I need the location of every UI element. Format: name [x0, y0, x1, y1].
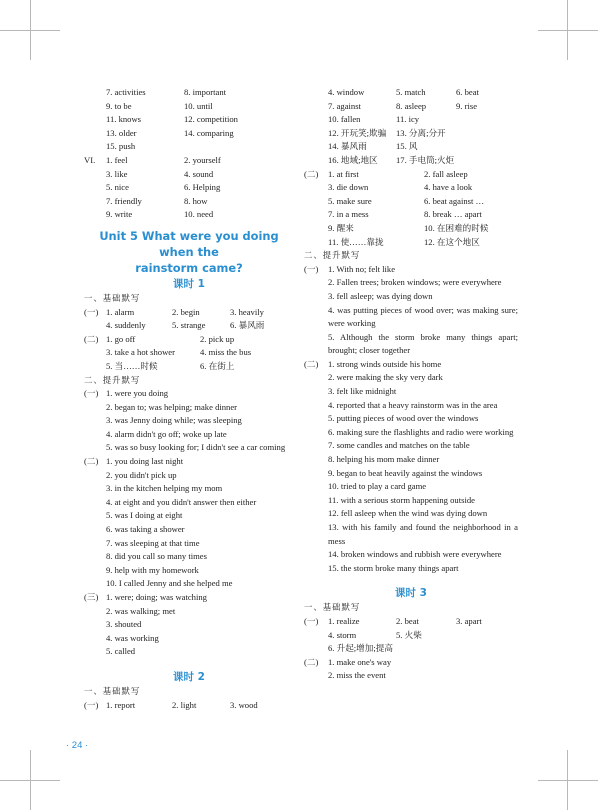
answer-row	[304, 480, 518, 494]
answer-row	[84, 319, 294, 333]
answer-row	[84, 306, 294, 320]
answer-row	[84, 113, 294, 127]
answer-item: 7. some candles and matches on the table	[328, 440, 470, 451]
answer-item: 4. was putting pieces of wood over; was making sure; were working	[328, 304, 518, 329]
answer-item: 1. were; doing; was watching	[106, 592, 207, 602]
answer-item: 6. Helping	[184, 182, 221, 193]
answer-item: 3. shouted	[106, 619, 142, 630]
answer-item: 14. 暴风雨	[328, 141, 367, 152]
answer-row	[304, 181, 518, 195]
answer-item: 5. make sure	[328, 195, 372, 206]
answer-item: 9. help with my homework	[106, 564, 199, 575]
answer-row	[304, 615, 518, 629]
answer-item: 4. was working	[106, 632, 159, 643]
answer-list	[304, 86, 518, 168]
answer-item: 3. die down	[328, 182, 369, 193]
answer-item: 4. alarm didn't go off; woke up late	[106, 428, 227, 439]
answer-row	[304, 140, 518, 154]
answer-item: 12. competition	[184, 114, 238, 125]
answer-item: 8. break … apart	[424, 209, 482, 220]
answer-group	[84, 387, 294, 455]
answer-list	[84, 86, 294, 154]
answer-row	[304, 195, 518, 209]
answer-row	[304, 385, 518, 399]
answer-item: 12. fell asleep when the wind was dying down	[328, 508, 488, 519]
section-heading: 一、基础默写	[84, 685, 141, 696]
answer-item: 3. apart	[456, 615, 482, 626]
answer-item: 10. 在困难的时候	[424, 222, 489, 233]
answer-item: 5. called	[106, 646, 136, 657]
answer-item: 4. reported that a heavy rainstorm was in the area	[328, 399, 498, 410]
answer-item: 1. realize	[328, 615, 360, 626]
unit-title-line: rainstorm came?	[135, 260, 243, 275]
answer-row	[84, 482, 294, 496]
answer-item: 7. in a mess	[328, 209, 369, 220]
answer-group	[84, 699, 294, 713]
lesson-heading: 课时 1	[173, 277, 205, 290]
answer-item: 1. go off	[106, 333, 136, 344]
answer-item: 1. alarm	[106, 306, 135, 317]
answer-row	[304, 304, 518, 331]
answer-group	[304, 656, 518, 683]
answer-item: 11. knows	[106, 114, 142, 125]
answer-row	[304, 669, 518, 683]
page-number: · 24 ·	[66, 740, 89, 751]
answer-item: 7. was sleeping at that time	[106, 537, 200, 548]
answer-row	[304, 426, 518, 440]
answer-row	[84, 428, 294, 442]
answer-row	[84, 360, 294, 374]
answer-row	[84, 564, 294, 578]
answer-item: 6. 暴风雨	[230, 320, 265, 331]
group-label: (一)	[84, 699, 99, 710]
group-label: (二)	[84, 333, 99, 344]
answer-row	[84, 127, 294, 141]
answer-row	[304, 562, 518, 576]
answer-row	[304, 521, 518, 548]
answer-item: 17. 手电筒;火炬	[396, 154, 455, 165]
answer-item: 2. miss the event	[328, 670, 386, 681]
answer-item: 3. take a hot shower	[106, 347, 175, 358]
group-label: (一)	[84, 306, 99, 317]
group-label: (一)	[84, 388, 99, 399]
left-column	[84, 86, 294, 712]
answer-row	[304, 236, 518, 250]
group-label: (二)	[304, 656, 319, 667]
answer-row	[84, 577, 294, 591]
answer-item: 8. how	[184, 195, 208, 206]
answer-item: 13. 分离;分开	[396, 127, 446, 138]
answer-row	[304, 467, 518, 481]
answer-group	[84, 455, 294, 591]
answer-item: 6. beat against …	[424, 195, 485, 206]
answer-item: 6. making sure the flashlights and radio were working	[328, 426, 514, 437]
answer-item: 5. strange	[172, 320, 206, 331]
answer-row	[84, 469, 294, 483]
group-label: (二)	[304, 358, 319, 369]
answer-item: 6. 升起;增加;提高	[328, 643, 393, 654]
answer-item: 5. 当……时候	[106, 360, 158, 371]
answer-item: 3. heavily	[230, 306, 264, 317]
answer-row	[304, 331, 518, 358]
answer-list-vi	[84, 154, 294, 222]
answer-row	[84, 645, 294, 659]
answer-item: 14. comparing	[184, 127, 234, 138]
answer-item: 1. make one's way	[328, 656, 392, 667]
lesson-heading: 课时 2	[173, 670, 205, 683]
lesson-heading: 课时 3	[395, 587, 427, 600]
answer-item: 6. was taking a shower	[106, 524, 185, 535]
answer-row	[84, 537, 294, 551]
answer-row	[84, 632, 294, 646]
answer-item: 8. asleep	[396, 100, 427, 111]
answer-item: 10. tried to play a card game	[328, 481, 427, 492]
section-heading: 一、基础默写	[304, 602, 361, 613]
answer-row	[304, 263, 518, 277]
answer-item: 1. were you doing	[106, 388, 169, 399]
answer-item: 5. was so busy looking for; I didn't see a car coming	[106, 442, 286, 453]
answer-item: 4. suddenly	[106, 320, 146, 331]
answer-item: 14. broken windows and rubbish were everywhere	[328, 549, 502, 560]
answer-item: 10. until	[184, 100, 213, 111]
answer-item: 2. yourself	[184, 154, 221, 165]
group-label: (二)	[84, 456, 99, 467]
answer-row	[304, 208, 518, 222]
group-label: VI.	[84, 154, 96, 165]
group-label: (一)	[304, 263, 319, 274]
answer-item: 1. you doing last night	[106, 456, 184, 467]
answer-item: 12. 在这个地区	[424, 236, 480, 247]
answer-item: 1. report	[106, 699, 136, 710]
answer-row	[304, 86, 518, 100]
answer-row	[84, 195, 294, 209]
answer-item: 2. pick up	[200, 333, 235, 344]
answer-item: 5. was I doing at eight	[106, 510, 183, 521]
answer-row	[84, 699, 294, 713]
answer-item: 7. friendly	[106, 195, 142, 206]
answer-row	[304, 412, 518, 426]
answer-item: 2. light	[172, 699, 197, 710]
answer-row	[304, 154, 518, 168]
section-heading: 二、提升默写	[84, 374, 141, 385]
answer-item: 8. helping his mom make dinner	[328, 454, 440, 465]
answer-row	[84, 208, 294, 222]
answer-item: 4. window	[328, 87, 365, 97]
answer-item: 2. beat	[396, 615, 419, 626]
answer-item: 4. have a look	[424, 182, 473, 193]
group-label: (一)	[304, 615, 319, 626]
answer-group	[84, 591, 294, 659]
right-column	[304, 86, 518, 683]
answer-item: 5. putting pieces of wood over the windows	[328, 413, 479, 424]
group-label: (三)	[84, 592, 99, 602]
answer-item: 4. miss the bus	[200, 347, 252, 358]
answer-item: 2. Fallen trees; broken windows; were everywhere	[328, 277, 502, 288]
answer-item: 5. 火柴	[396, 629, 422, 640]
crop-mark	[0, 30, 60, 31]
answer-item: 13. older	[106, 127, 137, 138]
answer-row	[84, 441, 294, 455]
answer-group	[304, 358, 518, 576]
answer-row	[304, 453, 518, 467]
answer-item: 3. in the kitchen helping my mom	[106, 483, 223, 494]
answer-item: 9. began to beat heavily against the windows	[328, 467, 483, 478]
answer-row	[84, 496, 294, 510]
answer-item: 2. was walking; met	[106, 605, 176, 616]
group-label: (二)	[304, 168, 319, 179]
answer-row	[84, 550, 294, 564]
unit-title	[84, 228, 294, 276]
section-heading: 一、基础默写	[84, 292, 141, 303]
answer-row	[304, 222, 518, 236]
answer-row	[304, 168, 518, 182]
answer-row	[84, 346, 294, 360]
answer-item: 10. I called Jenny and she helped me	[106, 578, 233, 589]
answer-row	[304, 100, 518, 114]
answer-item: 6. beat	[456, 87, 479, 97]
answer-item: 9. write	[106, 209, 133, 220]
answer-row	[84, 86, 294, 100]
answer-item: 2. began to; was helping; make dinner	[106, 401, 238, 412]
answer-item: 2. begin	[172, 306, 200, 317]
answer-row	[84, 333, 294, 347]
answer-row	[304, 656, 518, 670]
answer-item: 4. storm	[328, 629, 357, 640]
answer-row	[304, 629, 518, 643]
answer-row	[304, 276, 518, 290]
answer-group	[84, 333, 294, 374]
answer-item: 4. sound	[184, 168, 214, 179]
answer-row	[304, 358, 518, 372]
answer-item: 1. strong winds outside his home	[328, 358, 442, 369]
answer-item: 15. 风	[396, 141, 418, 152]
answer-group	[304, 615, 518, 656]
answer-group	[84, 306, 294, 333]
answer-item: 2. you didn't pick up	[106, 469, 177, 480]
answer-row	[304, 399, 518, 413]
answer-item: 3. was Jenny doing while; was sleeping	[106, 415, 242, 426]
answer-item: 5. nice	[106, 182, 129, 193]
answer-item: 11. with a serious storm happening outside	[328, 494, 475, 505]
answer-item: 4. at eight and you didn't answer then either	[106, 496, 257, 507]
answer-item: 8. important	[184, 87, 227, 97]
answer-row	[84, 168, 294, 182]
answer-item: 5. match	[396, 87, 426, 97]
answer-item: 3. wood	[230, 699, 258, 710]
answer-item: 1. at first	[328, 168, 359, 179]
answer-row	[84, 181, 294, 195]
answer-item: 11. icy	[396, 114, 420, 125]
answer-item: 3. felt like midnight	[328, 386, 397, 397]
answer-row	[84, 387, 294, 401]
answer-item: 11. 使……靠拢	[328, 236, 384, 247]
answer-row	[84, 140, 294, 154]
answer-item: 2. fall asleep	[424, 168, 468, 179]
answer-row	[84, 605, 294, 619]
answer-item: 16. 地域;地区	[328, 154, 378, 165]
answer-row	[84, 414, 294, 428]
answer-row	[304, 127, 518, 141]
answer-item: 2. were making the sky very dark	[328, 372, 443, 383]
answer-row	[84, 154, 294, 168]
crop-mark	[538, 780, 598, 781]
answer-row	[304, 113, 518, 127]
answer-row	[84, 100, 294, 114]
answer-item: 15. push	[106, 141, 136, 152]
answer-row	[304, 290, 518, 304]
answer-row	[304, 494, 518, 508]
answer-item: 7. against	[328, 100, 361, 111]
answer-row	[84, 401, 294, 415]
answer-item: 1. feel	[106, 154, 128, 165]
answer-row	[84, 455, 294, 469]
answer-item: 3. fell asleep; was dying down	[328, 290, 433, 301]
answer-row	[304, 507, 518, 521]
answer-item: 9. rise	[456, 100, 478, 111]
answer-item: 15. the storm broke many things apart	[328, 562, 459, 573]
section-heading: 二、提升默写	[304, 250, 361, 261]
answer-row	[304, 548, 518, 562]
answer-item: 5. Although the storm broke many things apart; brought; closer together	[328, 331, 518, 356]
answer-row	[84, 591, 294, 605]
answer-row	[304, 439, 518, 453]
answer-item: 8. did you call so many times	[106, 551, 207, 562]
answer-row	[84, 523, 294, 537]
answer-item: 12. 开玩笑;欺骗	[328, 127, 387, 138]
answer-row	[304, 642, 518, 656]
answer-item: 13. with his family and found the neighborhood in a mess	[328, 522, 518, 546]
answer-item: 7. activities	[106, 87, 146, 97]
crop-mark	[538, 30, 598, 31]
answer-item: 3. like	[106, 168, 128, 179]
unit-title-line: Unit 5 What were you doing when the	[99, 228, 279, 259]
answer-item: 10. need	[184, 209, 214, 220]
answer-group	[304, 263, 518, 358]
crop-mark	[0, 780, 60, 781]
answer-row	[84, 618, 294, 632]
answer-item: 9. to be	[106, 100, 132, 111]
answer-row	[304, 371, 518, 385]
answer-item: 1. With no; felt like	[328, 263, 396, 274]
answer-row	[84, 509, 294, 523]
answer-item: 10. fallen	[328, 114, 361, 125]
answer-group	[304, 168, 518, 250]
answer-item: 9. 醒来	[328, 222, 354, 233]
answer-item: 6. 在街上	[200, 360, 235, 371]
